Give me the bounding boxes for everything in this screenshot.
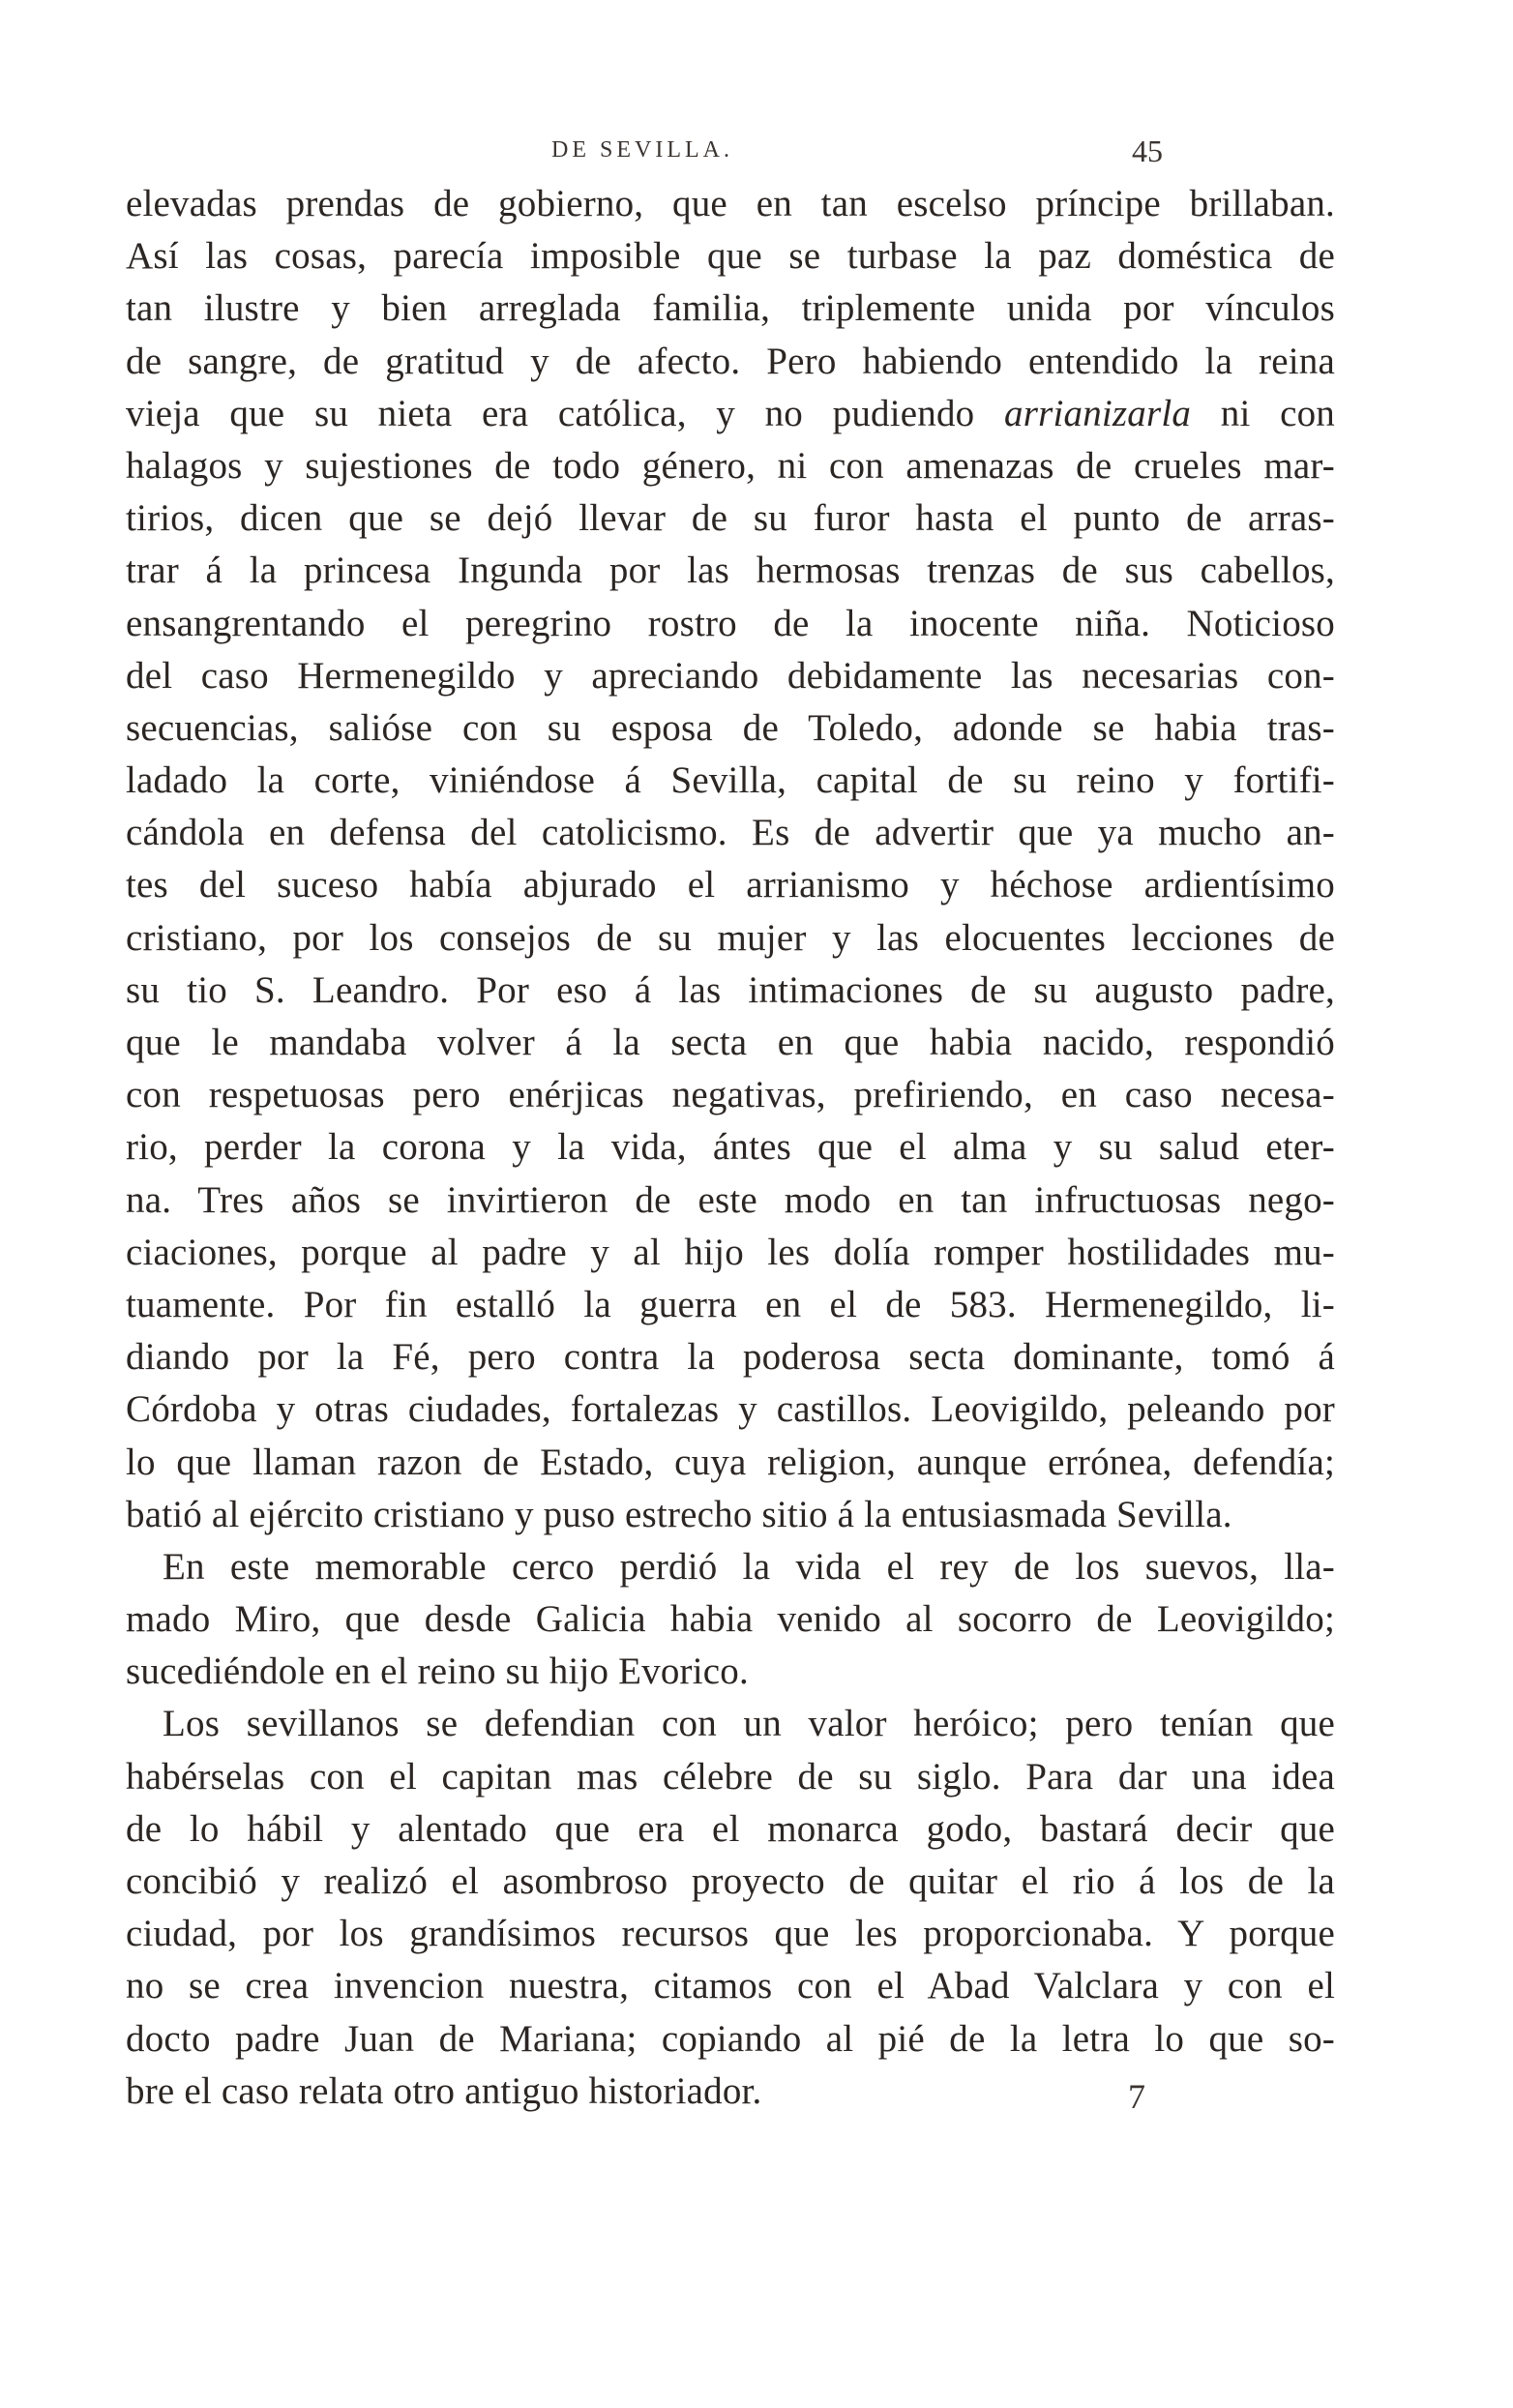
text-line: tirios, dicen que se dejó llevar de su furor hasta el punto de arras-: [126, 497, 1335, 540]
text-line: cristiano, por los consejos de su mujer y las elocuentes lecciones de: [126, 916, 1335, 959]
text-line: batió al ejército cristiano y puso estrecho sitio á la entusiasmada Sevilla.: [126, 1493, 1232, 1535]
page-number: 45: [1132, 134, 1163, 168]
running-title: DE SEVILLA.: [551, 137, 733, 163]
text-line: que le mandaba volver á la secta en que habia nacido, respondió: [126, 1022, 1335, 1063]
text-line: ensangrentando el peregrino rostro de la inocente niña. Noticioso: [126, 602, 1335, 644]
text-line: tuamente. Por fin estalló la guerra en el de 583. Hermenegildo, li-: [126, 1283, 1335, 1325]
text-line: habérselas con el capitan mas célebre de su siglo. Para dar una idea: [126, 1755, 1335, 1798]
text-line: cándola en defensa del catolicismo. Es de advertir que ya mucho an-: [126, 812, 1335, 854]
signature-mark: 7: [1128, 2077, 1145, 2116]
text-segment: vieja que su nieta era católica, y no pudiendo: [126, 392, 1004, 434]
text-line: mado Miro, que desde Galicia habia venido al socorro de Leovigildo;: [126, 1598, 1335, 1641]
text-line: de lo hábil y alentado que era el monarca godo, bastará decir que: [126, 1807, 1335, 1850]
text-line: no se crea invencion nuestra, citamos con el Abad Valclara y con el: [126, 1965, 1335, 2007]
running-header: [0, 134, 1513, 176]
text-line: secuencias, salióse con su esposa de Toledo, adonde se habia tras-: [126, 706, 1335, 749]
text-line: ladado la corte, viniéndose á Sevilla, capital de su reino y fortifi-: [126, 759, 1335, 802]
text-line: su tio S. Leandro. Por eso á las intimaciones de su augusto padre,: [126, 968, 1335, 1011]
body-text: [126, 178, 1335, 2118]
text-line: na. Tres años se invirtieron de este modo en tan infructuosas nego-: [126, 1178, 1335, 1221]
text-line: concibió y realizó el asombroso proyecto de quitar el rio á los de la: [126, 1860, 1335, 1902]
text-line: tan ilustre y bien arreglada familia, triplemente unida por vínculos: [126, 287, 1335, 330]
text-line: con respetuosas pero enérjicas negativas, prefiriendo, en caso necesa-: [126, 1074, 1335, 1116]
text-line: elevadas prendas de gobierno, que en tan escelso príncipe brillaban.: [126, 183, 1335, 224]
text-segment: ni con: [1191, 392, 1336, 434]
text-line: diando por la Fé, pero contra la poderosa secta dominante, tomó á: [126, 1336, 1335, 1379]
text-line: sucediéndole en el reino su hijo Evorico.: [126, 1650, 749, 1693]
text-line: de sangre, de gratitud y de afecto. Pero habiendo entendido la reina: [126, 340, 1335, 382]
text-line: En este memorable cerco perdió la vida el rey de los suevos, lla-: [163, 1545, 1335, 1588]
text-line: docto padre Juan de Mariana; copiando al pié de la letra lo que so-: [126, 2017, 1335, 2060]
text-line: del caso Hermenegildo y apreciando debidamente las necesarias con-: [126, 654, 1335, 697]
text-line: Los sevillanos se defendian con un valor heróico; pero tenían que: [163, 1703, 1335, 1745]
text-line: halagos y sujestiones de todo género, ni con amenazas de crueles mar-: [126, 444, 1335, 487]
text-line: ciaciones, porque al padre y al hijo les dolía romper hostilidades mu-: [126, 1231, 1335, 1273]
text-line: trar á la princesa Ingunda por las hermosas trenzas de sus cabellos,: [126, 550, 1335, 592]
text-line: [126, 388, 1335, 440]
text-line: rio, perder la corona y la vida, ántes que el alma y su salud eter-: [126, 1126, 1335, 1169]
italic-word: arrianizarla: [1004, 392, 1192, 434]
text-line: ciudad, por los grandísimos recursos que les proporcionaba. Y porque: [126, 1913, 1335, 1955]
text-line: Así las cosas, parecía imposible que se turbase la paz doméstica de: [126, 235, 1335, 278]
text-line: tes del suceso había abjurado el arrianismo y héchose ardientísimo: [126, 864, 1335, 907]
text-line: Córdoba y otras ciudades, fortalezas y castillos. Leovigildo, peleando por: [126, 1388, 1335, 1431]
text-line: bre el caso relata otro antiguo historiador.: [126, 2069, 762, 2112]
text-line: lo que llaman razon de Estado, cuya religion, aunque errónea, defendía;: [126, 1441, 1335, 1483]
